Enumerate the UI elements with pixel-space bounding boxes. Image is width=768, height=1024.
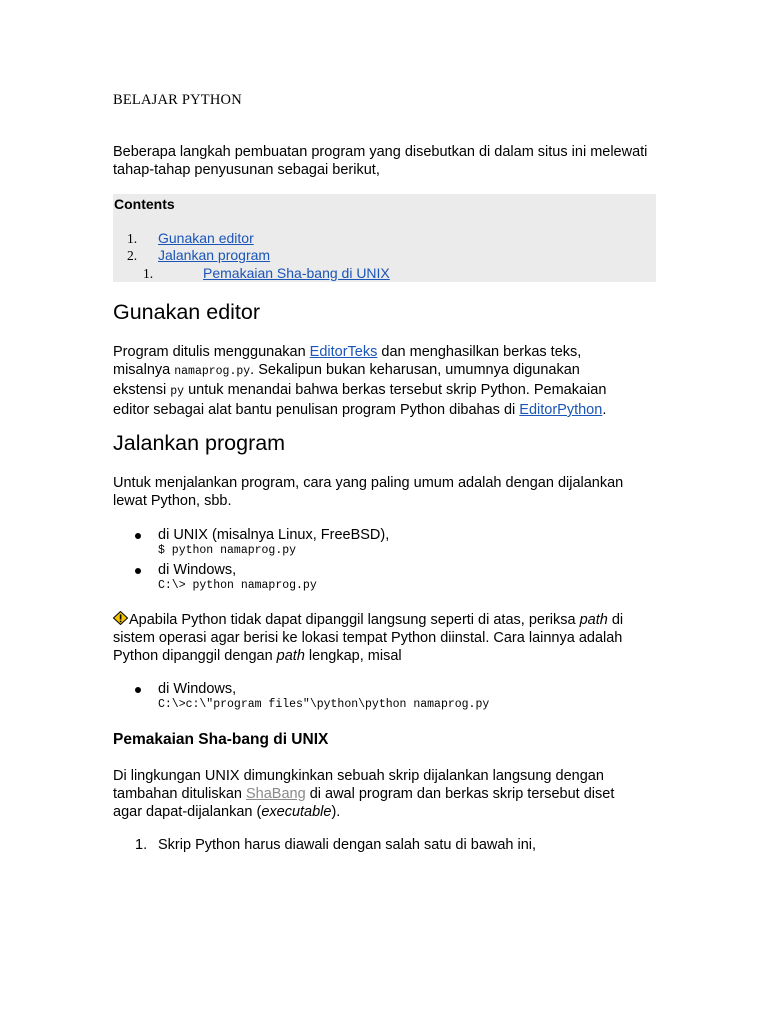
code-windows: C:\> python namaprog.py	[158, 579, 317, 592]
bullet	[135, 568, 141, 574]
text: Python dipanggil dengan	[113, 648, 277, 664]
text: di	[607, 612, 624, 628]
table-of-contents	[113, 194, 656, 282]
page-title: BELAJAR PYTHON	[113, 92, 242, 108]
warning-icon	[113, 611, 128, 625]
bullet	[135, 533, 141, 539]
emphasis: path	[276, 648, 305, 664]
toc-link-gunakan-editor[interactable]: Gunakan editor	[158, 230, 254, 246]
text: Di lingkungan UNIX dimungkinkan sebuah skrip dijalankan langsung dengan	[113, 768, 604, 784]
section-heading-jalankan-program: Jalankan program	[113, 431, 286, 455]
toc-num: 1.	[143, 266, 154, 281]
toc-num: 1.	[127, 231, 138, 246]
link-editorteks[interactable]: EditorTeks	[309, 344, 378, 360]
list-item-unix: di UNIX (misalnya Linux, FreeBSD),	[158, 527, 390, 543]
section3-paragraph	[113, 767, 658, 821]
intro-paragraph: Beberapa langkah pembuatan program yang disebutkan di dalam situs ini melewati tahap-tahap penyusunan sebagai berikut,	[113, 144, 648, 178]
toc-link-sha-bang[interactable]: Pemakaian Sha-bang di UNIX	[203, 265, 390, 281]
text: untuk menandai bahwa berkas tersebut skrip Python. Pemakaian	[184, 382, 607, 398]
toc-num: 2.	[127, 248, 138, 263]
text: dan menghasilkan berkas teks,	[377, 344, 582, 360]
list-item-windows: di Windows,	[158, 562, 237, 578]
section2-intro	[113, 474, 623, 510]
code-namaprog: namaprog.py	[174, 365, 251, 378]
toc-heading: Contents	[114, 196, 175, 212]
text: Program ditulis menggunakan	[113, 344, 310, 360]
text: di awal program dan berkas skrip tersebut diset	[305, 786, 615, 802]
code-windows-fullpath: C:\>c:\"program files"\python\python namaprog.py	[158, 698, 490, 711]
code-unix: $ python namaprog.py	[158, 544, 297, 557]
text: editor sebagai alat bantu penulisan program Python dibahas di	[113, 402, 520, 418]
text: ).	[331, 804, 341, 820]
list-item-windows-fullpath: di Windows,	[158, 681, 237, 697]
text: Apabila Python tidak dapat dipanggil langsung seperti di atas, periksa	[129, 612, 580, 628]
text: tambahan dituliskan	[113, 786, 246, 802]
bullet	[135, 687, 141, 693]
text: sistem operasi agar berisi ke lokasi tempat Python diinstal. Cara lainnya adalah	[113, 630, 623, 646]
text: .	[602, 402, 607, 418]
section1-paragraph	[113, 343, 658, 419]
text: lengkap, misal	[304, 648, 402, 664]
section-heading-sha-bang: Pemakaian Sha-bang di UNIX	[113, 731, 329, 748]
text: agar dapat-dijalankan (	[113, 804, 262, 820]
code-py: py	[170, 385, 185, 398]
text: ekstensi	[113, 382, 171, 398]
text: lewat Python, sbb.	[113, 493, 232, 509]
emphasis: executable	[261, 804, 332, 820]
emphasis: path	[579, 612, 608, 628]
ordered-list-number: 1.	[135, 837, 148, 853]
link-editorpython[interactable]: EditorPython	[519, 402, 603, 418]
text: Untuk menjalankan program, cara yang paling umum adalah dengan dijalankan	[113, 475, 624, 491]
list-item-step1: Skrip Python harus diawali dengan salah satu di bawah ini,	[158, 837, 537, 853]
section-heading-gunakan-editor: Gunakan editor	[113, 300, 261, 324]
text: . Sekalipun bukan keharusan, umumnya digunakan	[250, 362, 580, 378]
warning-paragraph	[113, 611, 658, 665]
toc-link-jalankan-program[interactable]: Jalankan program	[158, 247, 271, 263]
link-shabang[interactable]: ShaBang	[246, 786, 306, 802]
text: misalnya	[113, 362, 175, 378]
